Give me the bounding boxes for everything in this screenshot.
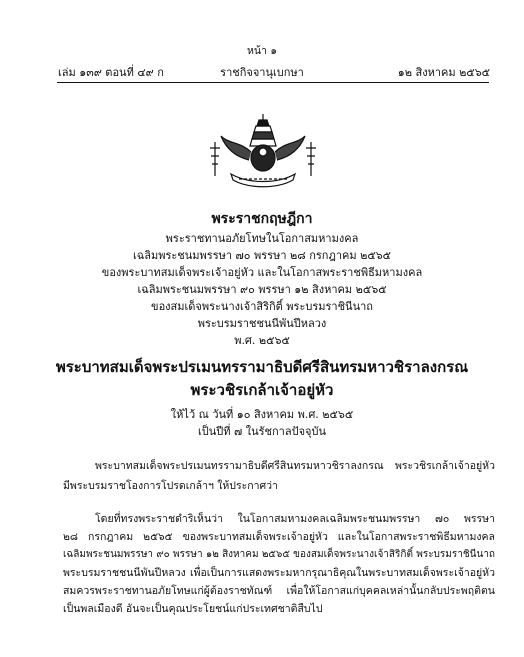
king-name-line1: พระบาทสมเด็จพระปรเมนทรรามาธิบดีศรีสินทรมหาวชิราลงกรณ [55, 358, 469, 376]
volume-info: เล่ม ๑๓๙ ตอนที่ ๔๙ ก [58, 66, 164, 79]
header-rule [57, 82, 489, 83]
body-paragraph-line: มีพระบรมราชโองการโปรดเกล้าฯ ให้ประกาศว่า [63, 480, 278, 492]
decree-subtitle-line: เฉลิมพระชนมพรรษา ๙๐ พรรษา ๑๒ สิงหาคม ๒๕๖๕ [137, 283, 387, 296]
page-number: หน้า ๑ [247, 45, 277, 57]
gazette-name: ราชกิจจานุเบกษา [220, 66, 304, 79]
body-paragraph-line: พระบาทสมเด็จพระปรเมนทรรามาธิบดีศรีสินทรมหาวชิราลงกรณ พระวชิรเกล้าเจ้าอยู่หัว [95, 460, 495, 472]
body-paragraph-line: ๒๘ กรกฎาคม ๒๕๖๕ ของพระบาทสมเด็จพระเจ้าอยู่หัว และในโอกาสพระราชพิธีมหามงคล [63, 531, 495, 543]
gazette-date: ๑๒ สิงหาคม ๒๕๖๕ [397, 66, 490, 79]
body-paragraph-line: เฉลิมพระชนมพรรษา ๙๐ พรรษา ๑๒ สิงหาคม ๒๕๖๕ ของสมเด็จพระนางเจ้าสิริกิติ์ พระบรมราชินีนาถ [63, 549, 495, 560]
king-name-line2: พระวชิรเกล้าเจ้าอยู่หัว [190, 381, 334, 399]
body-paragraph-line: สมควรพระราชทานอภัยโทษแก่ผู้ต้องราชทัณฑ์ เพื่อให้โอกาสแก่บุคคลเหล่านั้นกลับประพฤติตน [63, 585, 495, 597]
given-date: ให้ไว้ ณ วันที่ ๑๐ สิงหาคม พ.ศ. ๒๕๖๕ [170, 408, 354, 421]
decree-year: พ.ศ. ๒๕๖๕ [234, 334, 290, 347]
royal-garuda-emblem-icon [203, 112, 323, 190]
decree-subtitle-line: พระบรมราชชนนีพันปีหลวง [197, 317, 327, 330]
decree-title: พระราชกฤษฎีกา [211, 211, 313, 227]
decree-subtitle-line: ของพระบาทสมเด็จพระเจ้าอยู่หัว และในโอกาสพระราชพิธีมหามงคล [101, 266, 423, 279]
body-paragraph-line: พระบรมราชชนนีพันปีหลวง เพื่อเป็นการแสดงพระมหากรุณาธิคุณในพระบาทสมเด็จพระเจ้าอยู่หัว [63, 567, 495, 579]
body-paragraph-line: เป็นพลเมืองดี อันจะเป็นคุณประโยชน์แก่ประเทศชาติสืบไป [63, 603, 323, 615]
decree-subtitle-line: ของสมเด็จพระนางเจ้าสิริกิติ์ พระบรมราชินีนาถ [151, 300, 373, 313]
reign-year: เป็นปีที่ ๗ ในรัชกาลปัจจุบัน [198, 425, 326, 438]
decree-subtitle-line: เฉลิมพระชนมพรรษา ๗๐ พรรษา ๒๘ กรกฎาคม ๒๕๖๕ [132, 249, 392, 262]
decree-subtitle-line: พระราชทานอภัยโทษในโอกาสมหามงคล [165, 232, 359, 245]
body-paragraph-line: โดยที่ทรงพระราชดำริเห็นว่า ในโอกาสมหามงคลเฉลิมพระชนมพรรษา ๗๐ พรรษา [95, 513, 495, 525]
